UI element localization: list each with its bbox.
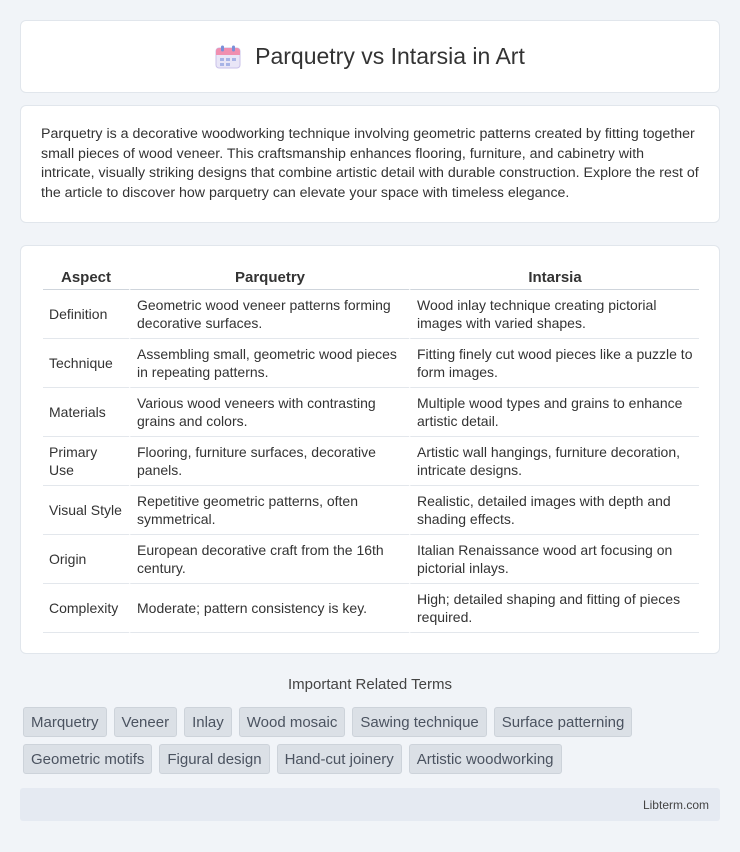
cell-intarsia: Italian Renaissance wood art focusing on pictorial inlays. — [409, 535, 699, 584]
table-header-row — [43, 266, 699, 290]
footer — [20, 788, 720, 821]
cell-parquetry: Moderate; pattern consistency is key. — [129, 584, 409, 633]
header-card — [20, 20, 720, 93]
header-aspect: Aspect — [43, 266, 129, 290]
table-row — [43, 535, 699, 584]
tag-marquetry[interactable]: Marquetry — [23, 707, 107, 737]
cell-aspect: Technique — [43, 339, 129, 388]
tag-sawing-technique[interactable]: Sawing technique — [352, 707, 486, 737]
header-parquetry: Parquetry — [129, 266, 409, 290]
cell-parquetry: Geometric wood veneer patterns forming decorative surfaces. — [129, 290, 409, 339]
tag-inlay[interactable]: Inlay — [184, 707, 232, 737]
footer-link[interactable]: Libterm.com — [642, 797, 709, 812]
cell-parquetry: Repetitive geometric patterns, often symmetrical. — [129, 486, 409, 535]
cell-aspect: Origin — [43, 535, 129, 584]
intro-card — [20, 105, 720, 223]
table-row — [43, 290, 699, 339]
cell-aspect: Primary Use — [43, 437, 129, 486]
cell-intarsia: High; detailed shaping and fitting of pieces required. — [409, 584, 699, 633]
cell-aspect: Definition — [43, 290, 129, 339]
tag-figural-design[interactable]: Figural design — [159, 744, 269, 774]
cell-parquetry: Assembling small, geometric wood pieces in repeating patterns. — [129, 339, 409, 388]
title-wrap — [215, 43, 525, 70]
cell-intarsia: Multiple wood types and grains to enhance artistic detail. — [409, 388, 699, 437]
tag-row — [23, 744, 723, 774]
related-terms-tags — [23, 707, 723, 781]
tag-wood-mosaic[interactable]: Wood mosaic — [239, 707, 346, 737]
cell-intarsia: Fitting finely cut wood pieces like a puzzle to form images. — [409, 339, 699, 388]
header-intarsia: Intarsia — [409, 266, 699, 290]
calendar-icon — [215, 45, 241, 69]
comparison-table-card — [20, 245, 720, 654]
table-row — [43, 437, 699, 486]
table-row — [43, 584, 699, 633]
cell-parquetry: Flooring, furniture surfaces, decorative panels. — [129, 437, 409, 486]
cell-parquetry: European decorative craft from the 16th century. — [129, 535, 409, 584]
cell-aspect: Visual Style — [43, 486, 129, 535]
tag-veneer[interactable]: Veneer — [114, 707, 178, 737]
table-row — [43, 339, 699, 388]
cell-intarsia: Artistic wall hangings, furniture decoration, intricate designs. — [409, 437, 699, 486]
cell-aspect: Materials — [43, 388, 129, 437]
intro-text: Parquetry is a decorative woodworking technique involving geometric patterns created by fitting together small pieces of wood veneer. This craftsmanship enhances flooring, furniture, and cabinetry with intricate, visually striking designs that combine artistic detail with durable construction. Explore the rest of the article to discover how parquetry can elevate your space with timeless elegance. — [41, 126, 699, 201]
comparison-table — [43, 266, 699, 633]
tag-row — [23, 707, 723, 737]
cell-aspect: Complexity — [43, 584, 129, 633]
tag-artistic-woodworking[interactable]: Artistic woodworking — [409, 744, 562, 774]
tag-surface-patterning[interactable]: Surface patterning — [494, 707, 633, 737]
cell-intarsia: Realistic, detailed images with depth and shading effects. — [409, 486, 699, 535]
cell-intarsia: Wood inlay technique creating pictorial images with varied shapes. — [409, 290, 699, 339]
tag-hand-cut-joinery[interactable]: Hand-cut joinery — [277, 744, 402, 774]
table-row — [43, 388, 699, 437]
related-terms-title: Important Related Terms — [288, 676, 452, 693]
page-title: Parquetry vs Intarsia in Art — [255, 43, 525, 69]
table-row — [43, 486, 699, 535]
tag-geometric-motifs[interactable]: Geometric motifs — [23, 744, 152, 774]
cell-parquetry: Various wood veneers with contrasting grains and colors. — [129, 388, 409, 437]
